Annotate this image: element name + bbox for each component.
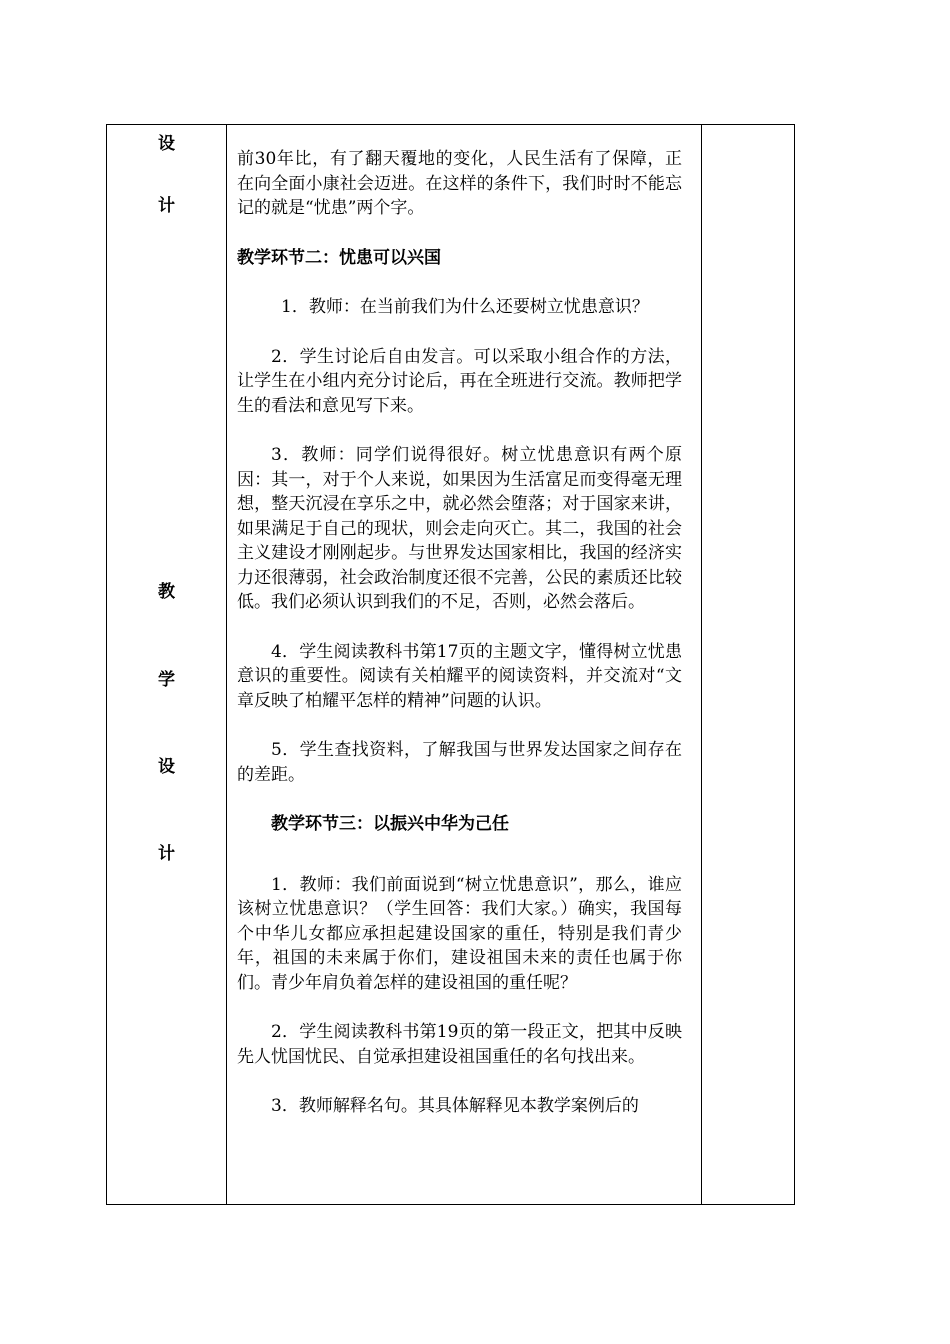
paragraph: 3．教师解释名句。其具体解释见本教学案例后的	[271, 1096, 639, 1116]
column-label-char: 教	[158, 582, 175, 602]
paragraph: 4．学生阅读教科书第17页的主题文字，懂得树立忧患意识的重要性。阅读有关柏耀平的阅读资料，并交流对“文章反映了柏耀平怎样的精神”问题的认识。	[237, 641, 682, 711]
paragraph: 2．学生讨论后自由发言。可以采取小组合作的方法，让学生在小组内充分讨论后，再在全班进行交流。教师把学生的看法和意见写下来。	[237, 346, 682, 416]
paragraph: 2．学生阅读教科书第19页的第一段正文，把其中反映先人忧国忧民、自觉承担建设祖国重任的名句找出来。	[237, 1022, 682, 1067]
column-label-char: 设	[158, 134, 175, 154]
section-heading: 教学环节二：忧患可以兴国	[237, 247, 441, 268]
paragraph: 前30年比，有了翻天覆地的变化，人民生活有了保障，正在向全面小康社会迈进。在这样的条件下，我们时时不能忘记的就是“忧患”两个字。	[237, 149, 682, 218]
paragraph: 1．教师：我们前面说到“树立忧患意识”，那么，谁应该树立忧患意识？（学生回答：我们大家。）确实，我国每个中华儿女都应承担起建设国家的重任，特别是我们青少年，祖国的未来属于你们，建设祖国未来的责任也属于你们。青少年肩负着怎样的建设祖国的重任呢？	[237, 874, 682, 993]
section-heading: 教学环节三：以振兴中华为己任	[271, 814, 509, 834]
column-label-char: 计	[158, 844, 175, 864]
paragraph: 1．教师：在当前我们为什么还要树立忧患意识？	[281, 297, 649, 317]
lesson-content	[237, 147, 682, 1144]
lesson-table	[106, 124, 795, 1205]
column-label-char: 计	[158, 196, 175, 216]
column-label-char: 学	[158, 670, 175, 690]
paragraph: 5．学生查找资料，了解我国与世界发达国家之间存在的差距。	[237, 740, 682, 785]
column-label-char: 设	[158, 757, 175, 777]
column-divider	[226, 125, 227, 1204]
column-divider	[701, 125, 702, 1204]
paragraph: 3．教师：同学们说得很好。树立忧患意识有两个原因：其一，对于个人来说，如果因为生活富足而变得毫无理想，整天沉浸在享乐之中，就必然会堕落；对于国家来讲，如果满足于自己的现状，则会走向灭亡。其二，我国的社会主义建设才刚刚起步。与世界发达国家相比，我国的经济实力还很薄弱，社会政治制度还很不完善，公民的素质还比较低。我们必须认识到我们的不足，否则，必然会落后。	[237, 445, 682, 612]
